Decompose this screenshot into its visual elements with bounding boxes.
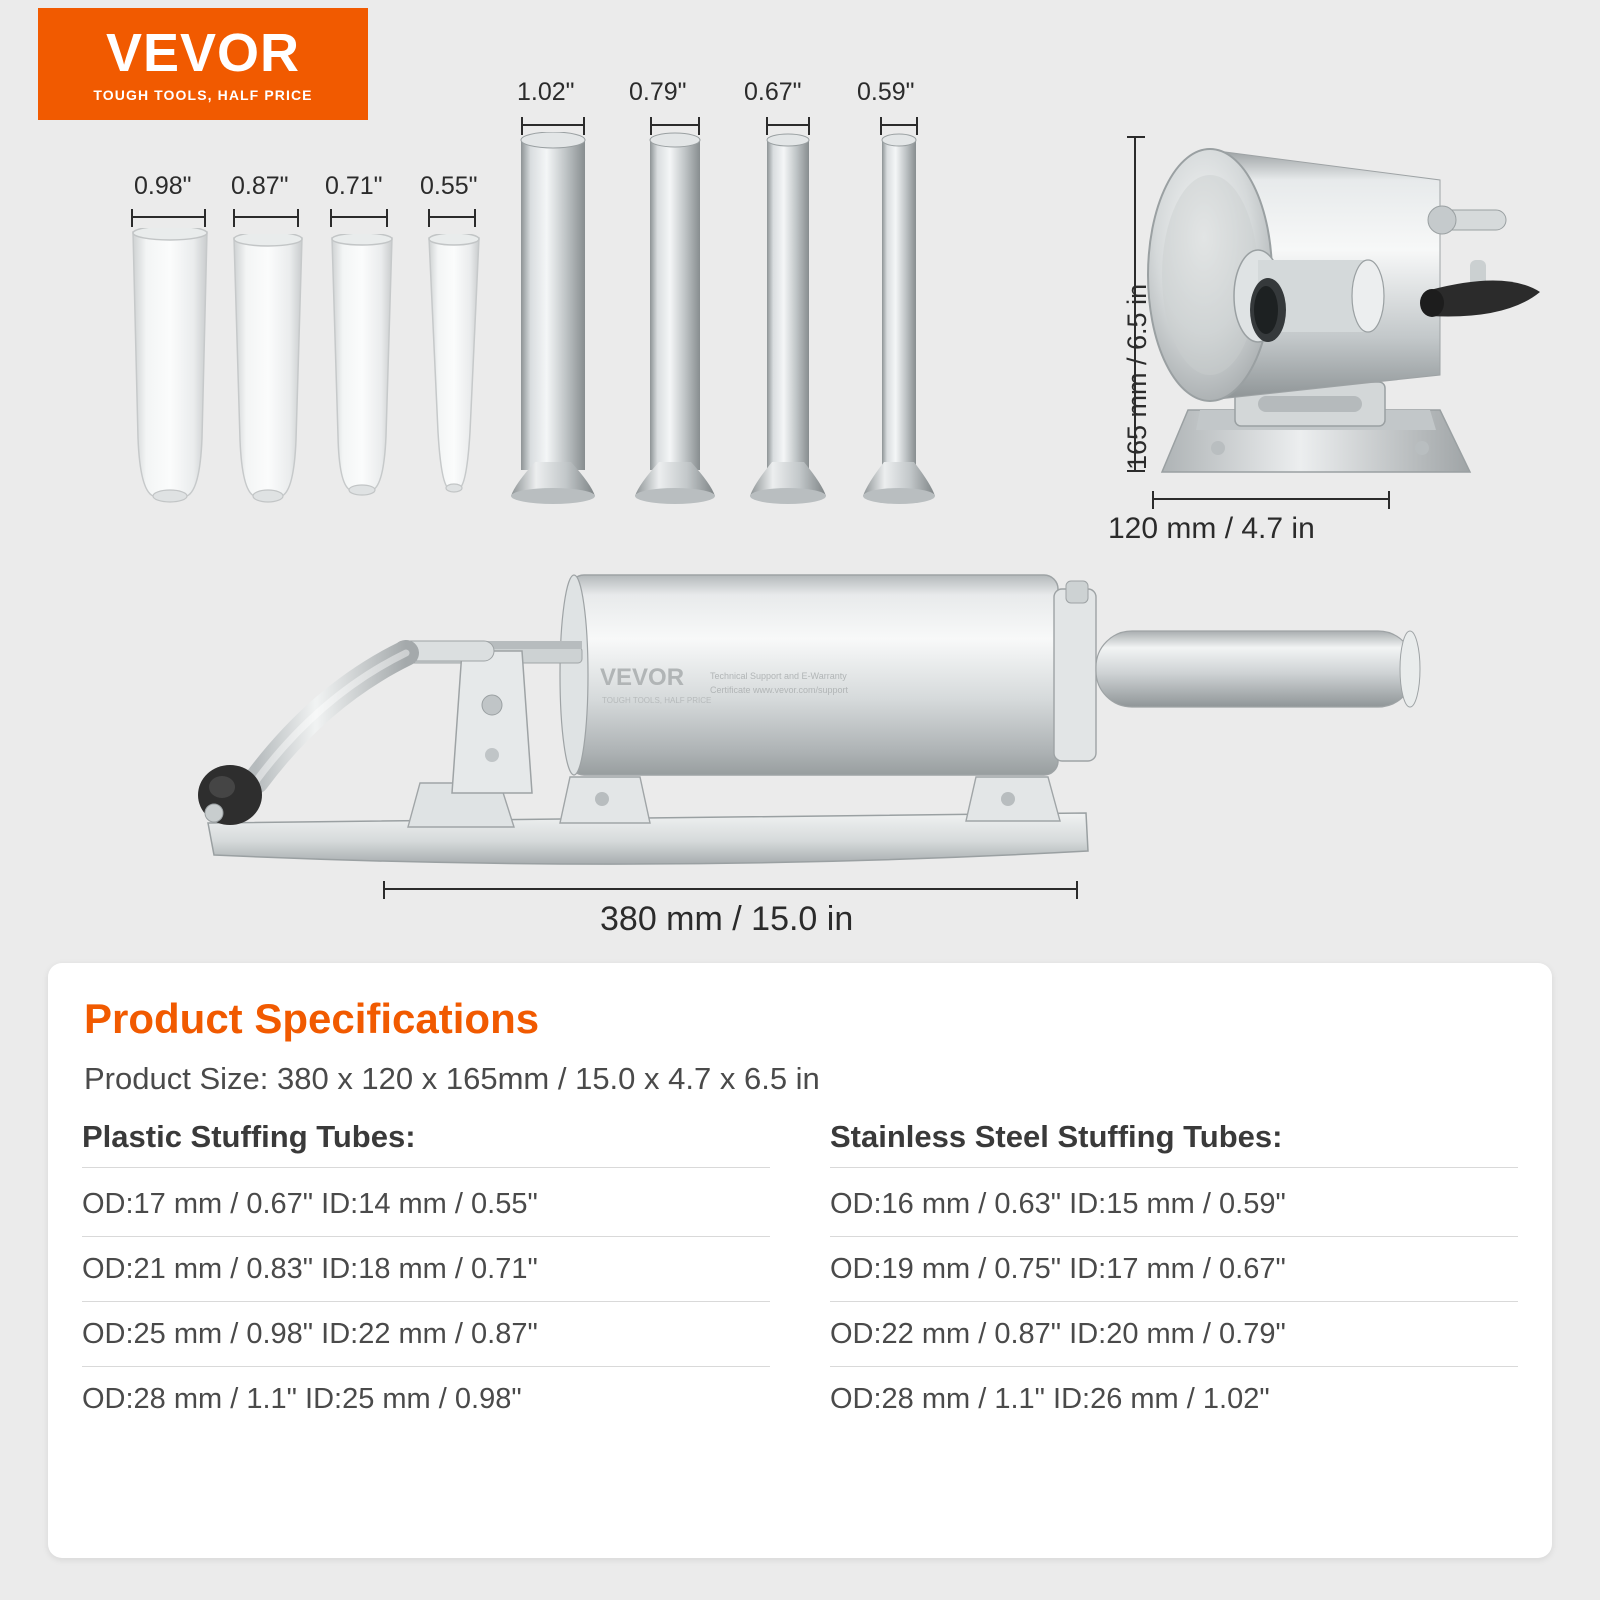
depth-dim-line (1152, 498, 1390, 500)
plastic-tubes-heading: Plastic Stuffing Tubes: (82, 1119, 770, 1168)
plastic-tube-spec-row: OD:17 mm / 0.67" ID:14 mm / 0.55" (82, 1172, 770, 1237)
steel-tube-callout-1: 0.79" (629, 78, 687, 106)
spec-title: Product Specifications (84, 995, 540, 1042)
svg-text:VEVOR: VEVOR (600, 664, 685, 691)
plastic-tube-dim-line-3 (428, 216, 476, 218)
svg-text:Certificate www.vevor.com/sup: Certificate www.vevor.com/support (710, 685, 849, 695)
steel-tube-dim-line-1 (650, 124, 700, 126)
steel-tube-3 (856, 132, 944, 506)
steel-tube-spec-row: OD:22 mm / 0.87" ID:20 mm / 0.79" (830, 1302, 1518, 1367)
plastic-tube-dim-line-0 (131, 216, 206, 218)
plastic-tube-callout-2: 0.71" (325, 172, 383, 200)
plastic-tube-1 (222, 234, 314, 506)
plastic-tube-3 (420, 234, 488, 500)
plastic-tubes-column (82, 1119, 770, 1431)
plastic-tube-0 (120, 228, 220, 506)
length-dim-line (383, 888, 1078, 890)
plastic-tube-dim-line-2 (330, 216, 388, 218)
brand-tagline: TOUGH TOOLS, HALF PRICE (93, 86, 313, 103)
steel-tube-dim-line-0 (521, 124, 585, 126)
product-specifications-card (48, 963, 1552, 1558)
steel-tube-callout-3: 0.59" (857, 78, 915, 106)
product-front-view (1140, 110, 1540, 500)
depth-dim-label: 120 mm / 4.7 in (1108, 512, 1315, 545)
svg-text:TOUGH TOOLS, HALF PRICE: TOUGH TOOLS, HALF PRICE (602, 696, 712, 705)
plastic-tube-2 (322, 234, 402, 500)
steel-tube-spec-row: OD:16 mm / 0.63" ID:15 mm / 0.59" (830, 1172, 1518, 1237)
steel-tube-2 (742, 132, 834, 506)
steel-tube-1 (628, 132, 722, 506)
steel-tube-spec-row: OD:19 mm / 0.75" ID:17 mm / 0.67" (830, 1237, 1518, 1302)
height-dim-label: 165 mm / 6.5 in (1122, 283, 1152, 470)
steel-tubes-column (830, 1119, 1518, 1431)
vevor-logo (38, 8, 368, 120)
steel-tube-dim-line-3 (880, 124, 918, 126)
product-size-text: Product Size: 380 x 120 x 165mm / 15.0 x 4.7 x 6.5 in (84, 1061, 820, 1096)
plastic-tube-dim-line-1 (233, 216, 299, 218)
plastic-tube-callout-0: 0.98" (134, 172, 192, 200)
brand-name: VEVOR (105, 22, 301, 83)
plastic-tube-callout-1: 0.87" (231, 172, 289, 200)
plastic-tube-spec-row: OD:25 mm / 0.98" ID:22 mm / 0.87" (82, 1302, 770, 1367)
steel-tube-0 (505, 132, 601, 506)
steel-tube-callout-0: 1.02" (517, 78, 575, 106)
steel-tubes-heading: Stainless Steel Stuffing Tubes: (830, 1119, 1518, 1168)
plastic-tube-spec-row: OD:28 mm / 1.1" ID:25 mm / 0.98" (82, 1383, 522, 1415)
plastic-tube-callout-3: 0.55" (420, 172, 478, 200)
svg-text:Technical Support and E-Warran: Technical Support and E-Warranty (710, 671, 847, 681)
length-dim-label: 380 mm / 15.0 in (600, 900, 854, 938)
steel-tube-dim-line-2 (766, 124, 810, 126)
steel-tube-spec-row: OD:28 mm / 1.1" ID:26 mm / 1.02" (830, 1383, 1270, 1415)
steel-tube-callout-2: 0.67" (744, 78, 802, 106)
product-side-view (170, 555, 1450, 885)
plastic-tube-spec-row: OD:21 mm / 0.83" ID:18 mm / 0.71" (82, 1237, 770, 1302)
